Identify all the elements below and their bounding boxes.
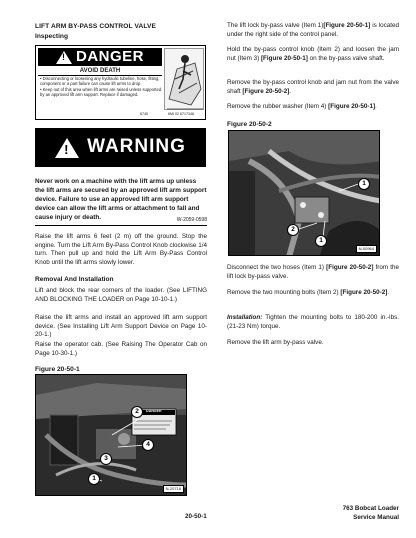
- callout-3: 3: [100, 453, 112, 465]
- decal-code-right: 6MI 02 6717348: [168, 112, 194, 116]
- para-remove-knob: Remove the by-pass control knob and jam nut from the valve shaft [Figure 20-50-2].: [227, 79, 399, 95]
- decal-illustration: [164, 48, 204, 110]
- figure-ref: [Figure 20-50-2]: [340, 289, 388, 296]
- para-loosen-jam-nut: Hold the by-pass control knob (Item 2) and loosen the jam nut (Item 3) [Figure 20-50-1] on the by-pass valve shaft.: [227, 46, 399, 62]
- divider: [35, 225, 207, 226]
- figure-ref: [Figure 20-50-1]: [260, 54, 308, 62]
- para-install-support: Raise the lift arms and install an approved lift arm support device. (See Installing Lift Arm Support Device on Page 10-20-1.): [35, 314, 207, 339]
- callout-1-bottom: 1: [315, 235, 327, 247]
- figure-1-decal-text: DANGER: [146, 409, 162, 413]
- figure-2-tag: N-00964: [356, 245, 377, 253]
- para-valve-location: The lift lock by-pass valve (Item 1)[Figure 20-50-1] is located under the right side of the control panel.: [227, 22, 399, 38]
- para-raise-cab: Raise the operator cab. (See Raising The Operator Cab on Page 10-30-1.): [35, 341, 207, 357]
- para-lift-block: Lift and block the rear corners of the loader. (See LIFTING AND BLOCKING THE LOADER on Page 10-10-1.): [35, 287, 207, 303]
- danger-subheader: AVOID DEATH: [38, 67, 162, 76]
- danger-text: • Disconnecting or loosening any hydraulic tubeline, hose, fitting, component or a part failure can cause lift arms to drop. • Keep out of this area when lift arms are raised unless supported by an approved lift arm support. Replace if damaged.: [40, 76, 162, 98]
- para-remove-valve: Remove the lift arm by-pass valve.: [227, 339, 324, 346]
- danger-header: [38, 48, 162, 66]
- footer-page-number: 20-50-1: [185, 513, 207, 520]
- callout-2: 2: [287, 224, 299, 236]
- figure-ref: [Figure 20-50-1]: [328, 103, 376, 110]
- danger-word: DANGER: [75, 47, 144, 65]
- figure-ref: [Figure 20-50-2]: [326, 264, 374, 271]
- figure-1-tag: N-20718: [163, 485, 184, 493]
- callout-1: 1: [88, 473, 100, 485]
- section-title: LIFT ARM BY-PASS CONTROL VALVE: [35, 23, 156, 30]
- para-raise-lift-arms: Raise the lift arms 6 feet (2 m) off the ground. Stop the engine. Turn the Lift Arm By-Pass Control Knob clockwise 1/4 turn. Then pull up and hold the Lift Arm By-Pass Control Knob until the lift arms slowly lower.: [35, 233, 207, 267]
- figure-2-photo: [228, 130, 380, 256]
- para-installation-torque: Installation: Tighten the mounting bolts to 180-200 in.-lbs. (21-23 Nm) torque.: [227, 314, 399, 330]
- callout-4: 4: [142, 439, 154, 451]
- footer-model: 763 Bobcat Loader: [342, 505, 399, 512]
- para-remove-washer: Remove the rubber washer (Item 4) [Figure 20-50-1].: [227, 103, 377, 110]
- para-disconnect-hoses: Disconnect the two hoses (Item 1) [Figure 20-50-2] from the lift lock by-pass valve.: [227, 264, 400, 280]
- warning-triangle-icon: !: [55, 138, 79, 158]
- figure-ref: [Figure 20-50-1]: [323, 22, 371, 29]
- figure-2-label: Figure 20-50-2: [227, 121, 272, 128]
- subsection-removal: Removal And Installation: [35, 276, 114, 283]
- para-remove-bolts: Remove the two mounting bolts (Item 2) [Figure 20-50-2].: [227, 289, 390, 296]
- decal-code-left: 6745: [140, 112, 148, 116]
- warning-box: [35, 128, 206, 167]
- figure-ref: [Figure 20-50-2]: [242, 87, 290, 95]
- footer-manual: Service Manual: [353, 514, 399, 521]
- danger-triangle-icon: !: [56, 51, 72, 64]
- callout-2: 2: [131, 406, 143, 418]
- danger-decal: [35, 45, 206, 120]
- figure-1-label: Figure 20-50-1: [35, 366, 80, 373]
- callout-1-top: 1: [358, 178, 370, 190]
- warning-code: W-2059-0598: [176, 217, 207, 223]
- warning-word: WARNING: [87, 136, 186, 158]
- warning-text: Never work on a machine with the lift arms up unless the lift arms are secured by an approved lift arm support device. Failure to use an approved lift arm support device can allow the lift arms or attachment to fall and cause injury or death.: [35, 178, 207, 222]
- installation-label: Installation:: [227, 314, 263, 321]
- figure-1-photo: [35, 374, 187, 496]
- subsection-inspecting: Inspecting: [35, 33, 68, 40]
